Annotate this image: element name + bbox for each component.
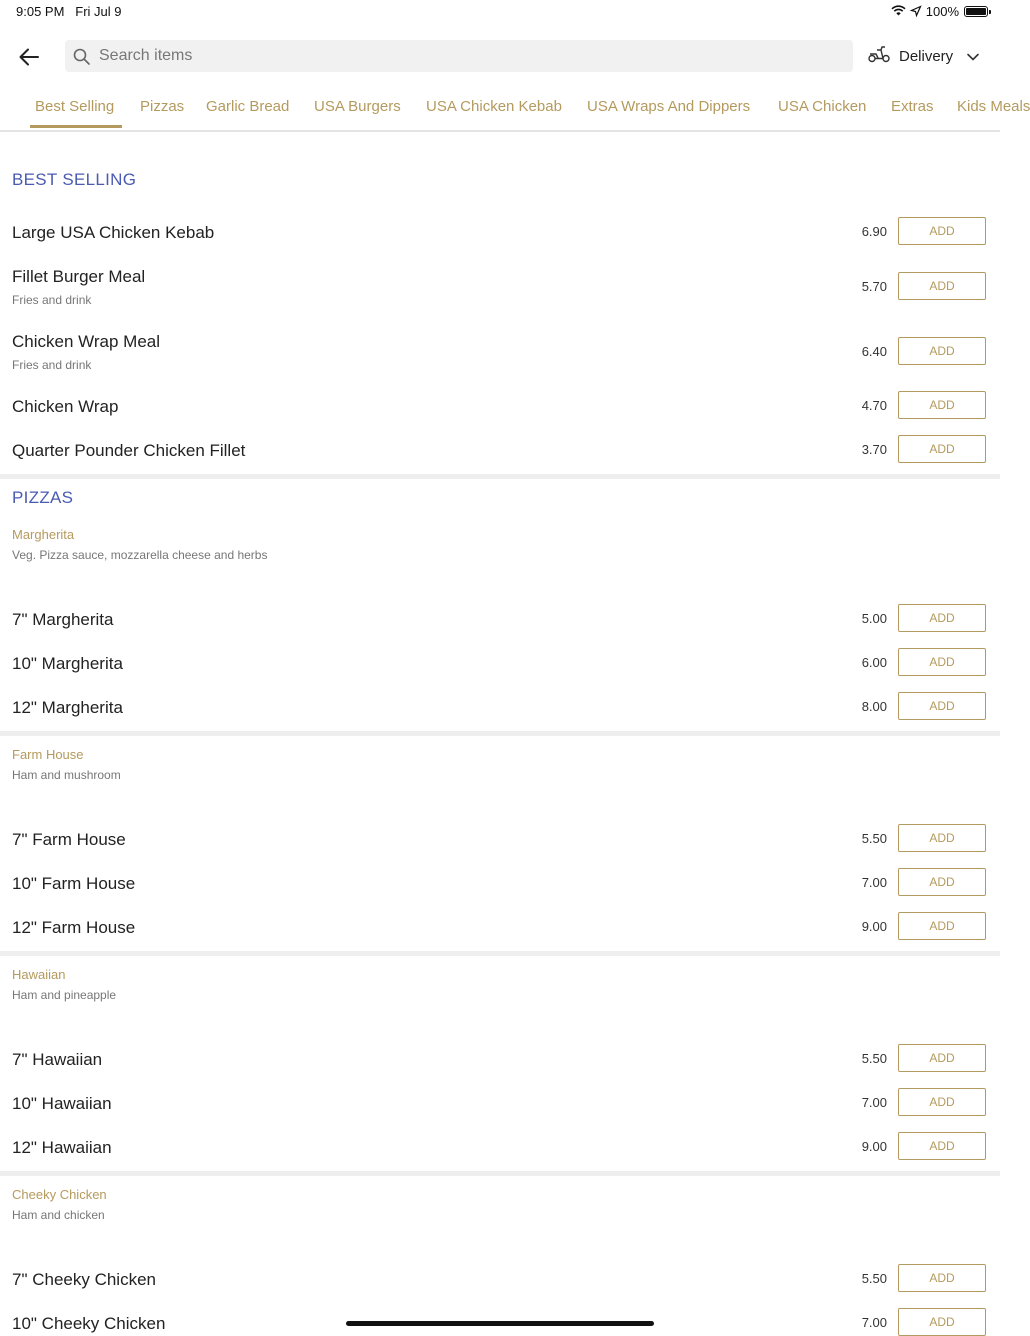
add-button[interactable]: ADD xyxy=(898,1132,986,1160)
item-name: Fillet Burger Meal xyxy=(12,267,146,286)
item-name: Large USA Chicken Kebab xyxy=(12,223,215,242)
active-tab-indicator xyxy=(30,125,122,128)
chevron-down-icon xyxy=(967,48,979,65)
status-time-date: 9:05 PM Fri Jul 9 xyxy=(16,4,122,19)
group-title: Farm House xyxy=(12,747,84,762)
group-title: Hawaiian xyxy=(12,967,66,982)
add-button[interactable]: ADD xyxy=(898,648,986,676)
item-price: 7.00 xyxy=(861,1315,887,1330)
home-indicator[interactable] xyxy=(346,1321,654,1326)
item-name: Chicken Wrap Meal xyxy=(12,332,161,351)
item-subtitle: Fries and drink xyxy=(12,293,92,307)
item-price: 5.70 xyxy=(861,279,887,294)
add-button[interactable]: ADD xyxy=(898,435,986,463)
add-button[interactable]: ADD xyxy=(898,272,986,300)
group-description: Ham and mushroom xyxy=(12,768,121,782)
search-bar[interactable] xyxy=(65,40,853,72)
item-price: 7.00 xyxy=(861,875,887,890)
tab-kids-meals[interactable]: Kids Meals xyxy=(957,98,1030,115)
add-button[interactable]: ADD xyxy=(898,391,986,419)
tab-usa-burgers[interactable]: USA Burgers xyxy=(314,98,401,115)
delivery-selector[interactable] xyxy=(867,40,979,72)
tab-usa-wraps-and-dippers[interactable]: USA Wraps And Dippers xyxy=(587,98,751,115)
item-price: 3.70 xyxy=(861,442,887,457)
add-button[interactable]: ADD xyxy=(898,217,986,245)
section-divider xyxy=(0,474,1000,479)
tab-pizzas[interactable]: Pizzas xyxy=(140,98,185,115)
item-name: 10" Cheeky Chicken xyxy=(12,1314,166,1333)
tab-garlic-bread[interactable]: Garlic Bread xyxy=(206,98,290,115)
section-title-pizzas: PIZZAS xyxy=(12,488,74,507)
tab-best-selling[interactable]: Best Selling xyxy=(35,98,115,115)
wifi-icon xyxy=(891,4,906,19)
scooter-icon xyxy=(867,45,891,67)
item-price: 4.70 xyxy=(861,398,887,413)
group-description: Ham and chicken xyxy=(12,1208,105,1222)
group-description: Ham and pineapple xyxy=(12,988,117,1002)
add-button[interactable]: ADD xyxy=(898,1044,986,1072)
item-price: 6.00 xyxy=(861,655,887,670)
battery-percent: 100% xyxy=(925,4,959,19)
tab-usa-chicken-kebab[interactable]: USA Chicken Kebab xyxy=(426,98,562,115)
search-icon xyxy=(73,47,91,65)
group-title: Cheeky Chicken xyxy=(12,1187,107,1202)
item-price: 5.50 xyxy=(861,1051,887,1066)
group-description: Veg. Pizza sauce, mozzarella cheese and herbs xyxy=(12,548,268,562)
item-price: 9.00 xyxy=(861,1139,887,1154)
add-button[interactable]: ADD xyxy=(898,337,986,365)
item-price: 6.90 xyxy=(861,224,887,239)
add-button[interactable]: ADD xyxy=(898,912,986,940)
add-button[interactable]: ADD xyxy=(898,604,986,632)
add-button[interactable]: ADD xyxy=(898,1264,986,1292)
item-price: 5.00 xyxy=(861,611,887,626)
add-button[interactable]: ADD xyxy=(898,1088,986,1116)
item-price: 5.50 xyxy=(861,831,887,846)
item-name: 7" Cheeky Chicken xyxy=(12,1270,156,1289)
add-button[interactable]: ADD xyxy=(898,824,986,852)
item-name: 7" Margherita xyxy=(12,610,114,629)
tab-usa-chicken[interactable]: USA Chicken xyxy=(778,98,867,115)
item-price: 9.00 xyxy=(861,919,887,934)
add-button[interactable]: ADD xyxy=(898,868,986,896)
item-price: 8.00 xyxy=(861,699,887,714)
top-bar xyxy=(0,40,1000,72)
group-title: Margherita xyxy=(12,527,75,542)
arrow-left-icon xyxy=(19,48,39,66)
group-divider xyxy=(0,731,1000,736)
back-button[interactable] xyxy=(16,44,42,70)
item-name: Chicken Wrap xyxy=(12,397,119,416)
tab-extras[interactable]: Extras xyxy=(891,98,934,115)
add-button[interactable]: ADD xyxy=(898,692,986,720)
item-name: 12" Hawaiian xyxy=(12,1138,112,1157)
item-name: 10" Farm House xyxy=(12,874,136,893)
status-indicators xyxy=(891,4,988,19)
item-name: Quarter Pounder Chicken Fillet xyxy=(12,441,246,460)
item-subtitle: Fries and drink xyxy=(12,358,92,372)
item-name: 7" Hawaiian xyxy=(12,1050,103,1069)
item-name: 12" Margherita xyxy=(12,698,123,717)
group-divider xyxy=(0,1171,1000,1176)
item-name: 10" Hawaiian xyxy=(12,1094,112,1113)
delivery-label: Delivery xyxy=(899,47,954,65)
category-tabs xyxy=(0,88,1030,132)
item-price: 6.40 xyxy=(861,344,887,359)
item-price: 5.50 xyxy=(861,1271,887,1286)
add-button[interactable]: ADD xyxy=(898,1308,986,1336)
status-bar xyxy=(0,0,1000,24)
item-name: 7" Farm House xyxy=(12,830,126,849)
group-divider xyxy=(0,951,1000,956)
section-title-best-selling: BEST SELLING xyxy=(12,170,137,189)
item-name: 12" Farm House xyxy=(12,918,136,937)
search-input[interactable] xyxy=(97,46,821,66)
item-name: 10" Margherita xyxy=(12,654,123,673)
battery-icon xyxy=(964,6,988,17)
location-arrow-icon xyxy=(911,4,921,19)
item-price: 7.00 xyxy=(861,1095,887,1110)
